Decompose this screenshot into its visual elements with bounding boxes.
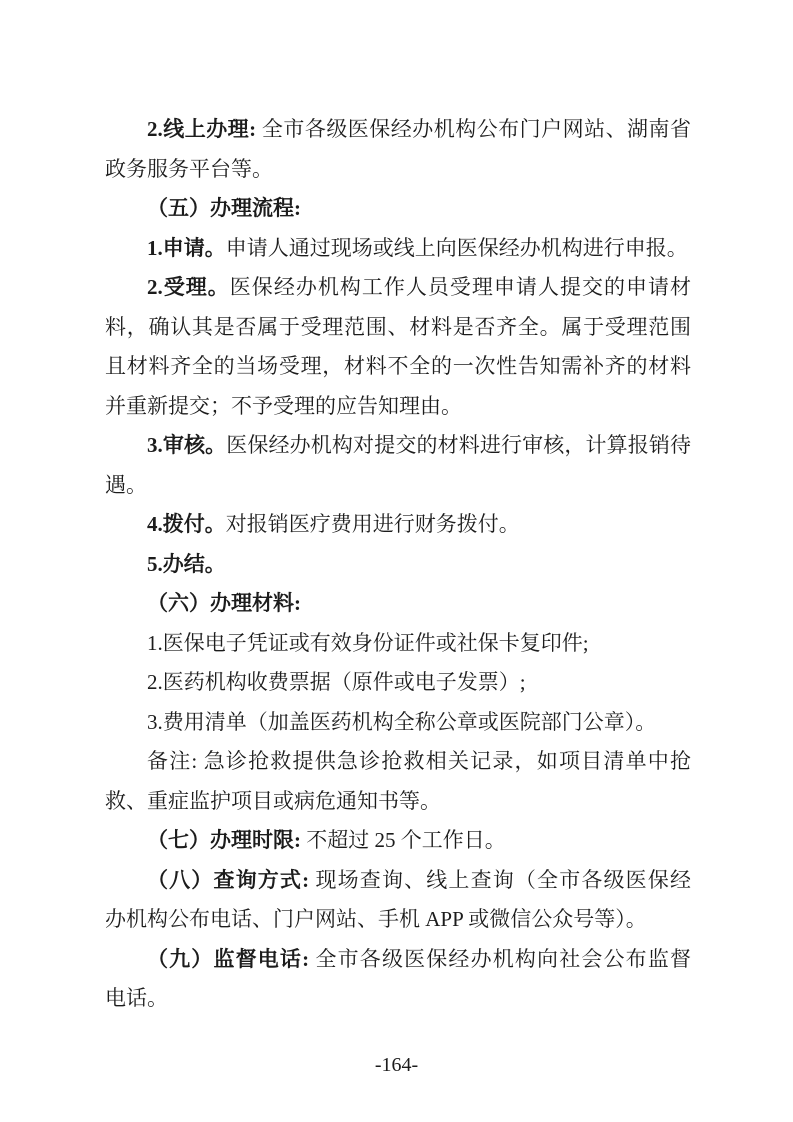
text-run: 不超过 25 个工作日。 (301, 828, 506, 852)
text-run: 且材料齐全的当场受理，材料不全的一次性告知需补齐的材料 (105, 354, 691, 378)
text-line (105, 387, 691, 427)
text-run: 现场查询、线上查询（全市各级医保经 (309, 867, 691, 892)
heading-run: （六）办理材料: (147, 591, 301, 615)
text-line (105, 703, 691, 743)
text-line (105, 150, 691, 190)
text-line (105, 979, 691, 1019)
text-line (105, 821, 691, 861)
text-run: 料，确认其是否属于受理范围、材料是否齐全。属于受理范围 (105, 314, 691, 339)
text-run: 电话。 (105, 986, 168, 1010)
text-line (105, 505, 691, 545)
heading-run: 5.办结。 (147, 551, 226, 576)
heading-run: 3.审核。 (147, 433, 227, 457)
heading-run: 1.申请。 (147, 235, 226, 260)
text-line (105, 426, 691, 466)
text-line (105, 229, 691, 269)
text-line (105, 663, 691, 703)
text-line (105, 624, 691, 664)
text-run: 办机构公布电话、门户网站、手机 APP 或微信公众号等）。 (105, 907, 647, 931)
text-line (105, 940, 691, 980)
heading-run: 2.受理。 (147, 275, 230, 299)
heading-run: （五）办理流程: (147, 196, 301, 220)
text-run: 医保经办机构工作人员受理申请人提交的申请材 (229, 275, 691, 299)
text-run: 对报销医疗费用进行财务拨付。 (225, 512, 520, 536)
text-run: 1.医保电子凭证或有效身份证件或社保卡复印件; (147, 630, 589, 655)
text-run: 医保经办机构对提交的材料进行审核，计算报销待 (226, 433, 691, 457)
text-run: 并重新提交；不予受理的应告知理由。 (105, 393, 462, 418)
text-line (105, 466, 691, 506)
text-line (105, 742, 691, 782)
page-number: -164- (374, 1054, 419, 1076)
text-line (105, 110, 691, 150)
text-run: 2.医药机构收费票据（原件或电子发票）; (147, 670, 526, 694)
text-run: 申请人通过现场或线上向医保经办机构进行申报。 (225, 235, 688, 260)
document-body (105, 110, 691, 1019)
text-line (105, 189, 691, 229)
text-run: 全市各级医保经办机构向社会公布监督 (309, 946, 691, 971)
text-line (105, 861, 691, 901)
text-run: 遇。 (105, 472, 147, 497)
text-line (105, 782, 691, 822)
heading-run: 2.线上办理: (147, 117, 257, 141)
heading-run: （七）办理时限: (147, 828, 301, 852)
text-line (105, 900, 691, 940)
text-line (105, 347, 691, 387)
text-run: 政务服务平台等。 (105, 156, 273, 181)
heading-run: 4.拨付。 (147, 512, 226, 536)
page-footer (0, 1053, 793, 1077)
text-run: 全市各级医保经办机构公布门户网站、湖南省 (256, 117, 691, 141)
heading-run: （九）监督电话: (147, 946, 310, 971)
text-run: 备注: 急诊抢救提供急诊抢救相关记录，如项目清单中抢 (147, 749, 691, 773)
text-run: 救、重症监护项目或病危通知书等。 (105, 788, 441, 813)
text-line (105, 308, 691, 348)
text-line (105, 268, 691, 308)
heading-run: （八）查询方式: (147, 867, 310, 892)
text-run: 3.费用清单（加盖医药机构全称公章或医院部门公章）。 (147, 709, 657, 734)
text-line (105, 545, 691, 585)
text-line (105, 584, 691, 624)
